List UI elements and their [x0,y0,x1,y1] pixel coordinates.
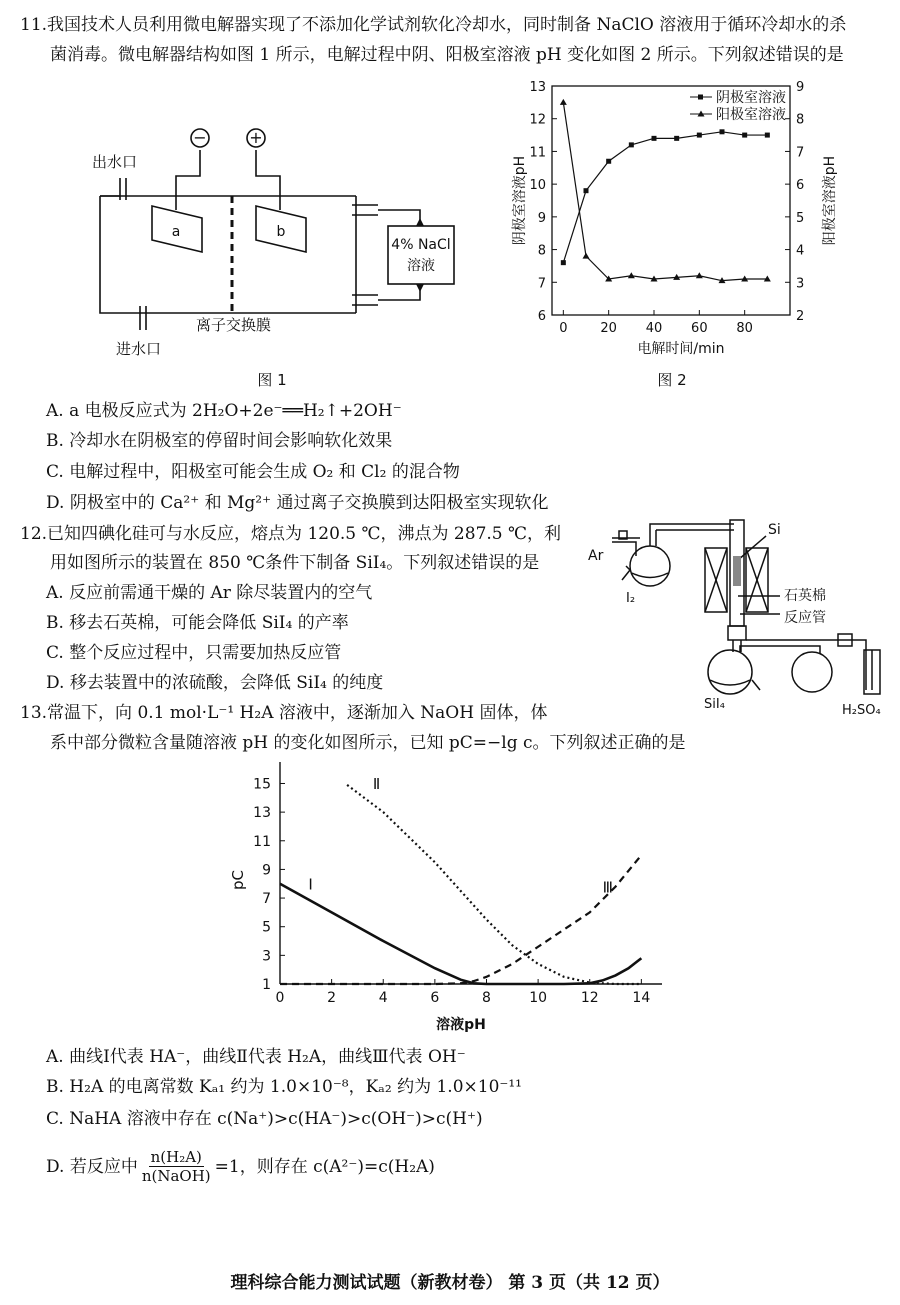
x-tick-label: 20 [600,321,617,336]
outlet-label: 出水口 [92,153,138,171]
fraction-numerator: n(H₂A) [150,1148,202,1166]
y-left-tick-label: 6 [537,309,546,324]
curve-1 [280,884,641,984]
page-footer: 理科综合能力测试试题（新教材卷） 第 3 页（共 12 页） [230,1273,670,1293]
curve-label-2: Ⅱ [372,775,381,794]
x-tick-label: 10 [529,990,548,1006]
x-tick-label: 2 [327,990,337,1006]
plus-sign: + [249,128,263,147]
nacl-label-1: 4% NaCl [391,237,451,253]
x-tick-label: 0 [559,321,568,336]
minus-sign: − [193,128,207,147]
q12-option-d: D. 移去装置中的浓硫酸，会降低 SiI₄ 的纯度 [46,673,384,693]
q11-option-a: A. a 电极反应式为 2H₂O+2e⁻══H₂↑+2OH⁻ [46,401,402,421]
label-quartz-wool: 石英棉 [784,588,826,604]
q11-stem-line1: 11.我国技术人员利用微电解器实现了不添加化学试剂软化冷却水，同时制备 NaClO 溶液用于循环冷却水的杀 [20,15,847,35]
curve-2 [347,785,641,984]
label-ar: Ar [588,548,604,564]
legend-label: 阴极室溶液 [716,90,786,106]
curve-label-1: Ⅰ [308,875,313,894]
y-tick-label: 5 [262,919,271,936]
y-right-tick-label: 3 [796,276,805,292]
q13-option-d-prefix: D. 若反应中 [46,1156,138,1177]
q13-option-c: C. NaHA 溶液中存在 c(Na⁺)>c(HA⁻)>c(OH⁻)>c(H⁺) [46,1109,483,1129]
figure-2-caption: 图 2 [657,371,687,389]
q12-option-b: B. 移去石英棉，可能会降低 SiI₄ 的产率 [46,613,349,633]
x-axis-label: 溶液pH [436,1017,486,1033]
q11-option-b: B. 冷却水在阴极室的停留时间会影响软化效果 [46,431,393,451]
q11-stem-line2: 菌消毒。微电解器结构如图 1 所示，电解过程中阴、阳极室溶液 pH 变化如图 2 所示。下列叙述错误的是 [50,45,844,65]
y-right-tick-label: 4 [796,243,805,259]
label-sii4: SiI₄ [704,697,725,712]
electrode-b-label: b [276,224,286,240]
x-tick-label: 14 [632,990,651,1006]
curve-label-3: Ⅲ [602,878,613,897]
x-tick-label: 40 [645,321,663,336]
x-axis-label: 电解时间/min [637,341,725,357]
membrane-label: 离子交换膜 [196,316,272,334]
y-right-tick-label: 6 [796,178,805,194]
y-left-tick-label: 13 [529,80,546,95]
fraction [140,1148,213,1185]
curve-3 [280,855,641,984]
y-left-tick-label: 11 [529,145,546,161]
y-tick-label: 3 [262,948,271,965]
q13-option-d [46,1148,435,1185]
y-right-axis-label: 阳极室溶液pH [822,155,838,246]
q13-option-a: A. 曲线Ⅰ代表 HA⁻，曲线Ⅱ代表 H₂A，曲线Ⅲ代表 OH⁻ [46,1047,466,1067]
x-tick-label: 0 [275,990,285,1006]
label-si: Si [768,522,781,538]
label-h2so4: H₂SO₄ [842,703,881,718]
q13-option-d-suffix: =1，则存在 c(A²⁻)=c(H₂A) [214,1156,435,1177]
y-tick-label: 9 [262,862,271,879]
x-tick-label: 12 [580,990,599,1006]
q12-option-c: C. 整个反应过程中，只需要加热反应管 [46,643,342,663]
y-left-axis-label: 阴极室溶液pH [512,155,528,246]
label-i2: I₂ [626,591,636,606]
figure-1-caption: 图 1 [257,371,287,389]
label-reaction-tube: 反应管 [784,610,826,626]
q13-stem-line1: 13.常温下，向 0.1 mol·L⁻¹ H₂A 溶液中，逐渐加入 NaOH 固体，体 [20,703,548,723]
inlet-label: 进水口 [116,340,162,358]
q13-option-b: B. H₂A 的电离常数 Kₐ₁ 约为 1.0×10⁻⁸，Kₐ₂ 约为 1.0×10⁻¹¹ [46,1077,522,1097]
y-axis-label: pC [229,870,247,890]
y-right-tick-label: 2 [796,309,805,324]
y-right-tick-label: 5 [796,210,805,226]
y-right-tick-label: 7 [796,145,805,161]
q11-option-c: C. 电解过程中，阳极室可能会生成 O₂ 和 Cl₂ 的混合物 [46,462,460,482]
y-tick-label: 15 [253,776,271,793]
fraction-denominator: n(NaOH) [141,1167,211,1185]
y-left-tick-label: 9 [537,210,546,226]
nacl-label-2: 溶液 [407,258,435,274]
y-right-tick-label: 8 [796,112,805,128]
x-tick-label: 6 [430,990,440,1006]
y-tick-label: 7 [262,891,271,908]
y-tick-label: 13 [253,805,271,822]
q13-stem-line2: 系中部分微粒含量随溶液 pH 的变化如图所示，已知 pC=−lg c。下列叙述正确的是 [50,733,686,753]
q11-option-d: D. 阴极室中的 Ca²⁺ 和 Mg²⁺ 通过离子交换膜到达阳极室实现软化 [46,493,549,513]
y-left-tick-label: 10 [529,178,546,194]
legend-label: 阳极室溶液 [716,107,786,123]
y-left-tick-label: 8 [537,243,546,259]
q12-stem-line1: 12.已知四碘化硅可与水反应，熔点为 120.5 ℃，沸点为 287.5 ℃，利 [20,524,562,544]
x-tick-label: 4 [378,990,388,1006]
x-tick-label: 8 [482,990,491,1006]
electrode-a-label: a [171,224,181,240]
y-left-tick-label: 7 [537,276,546,292]
q12-option-a: A. 反应前需通干燥的 Ar 除尽装置内的空气 [46,583,373,603]
y-left-tick-label: 12 [529,112,546,128]
y-right-tick-label: 9 [796,80,805,95]
x-tick-label: 80 [736,321,753,336]
x-tick-label: 60 [691,321,708,336]
q12-stem-line2: 用如图所示的装置在 850 ℃条件下制备 SiI₄。下列叙述错误的是 [50,553,540,573]
y-tick-label: 11 [253,833,271,850]
y-tick-label: 1 [262,977,271,993]
